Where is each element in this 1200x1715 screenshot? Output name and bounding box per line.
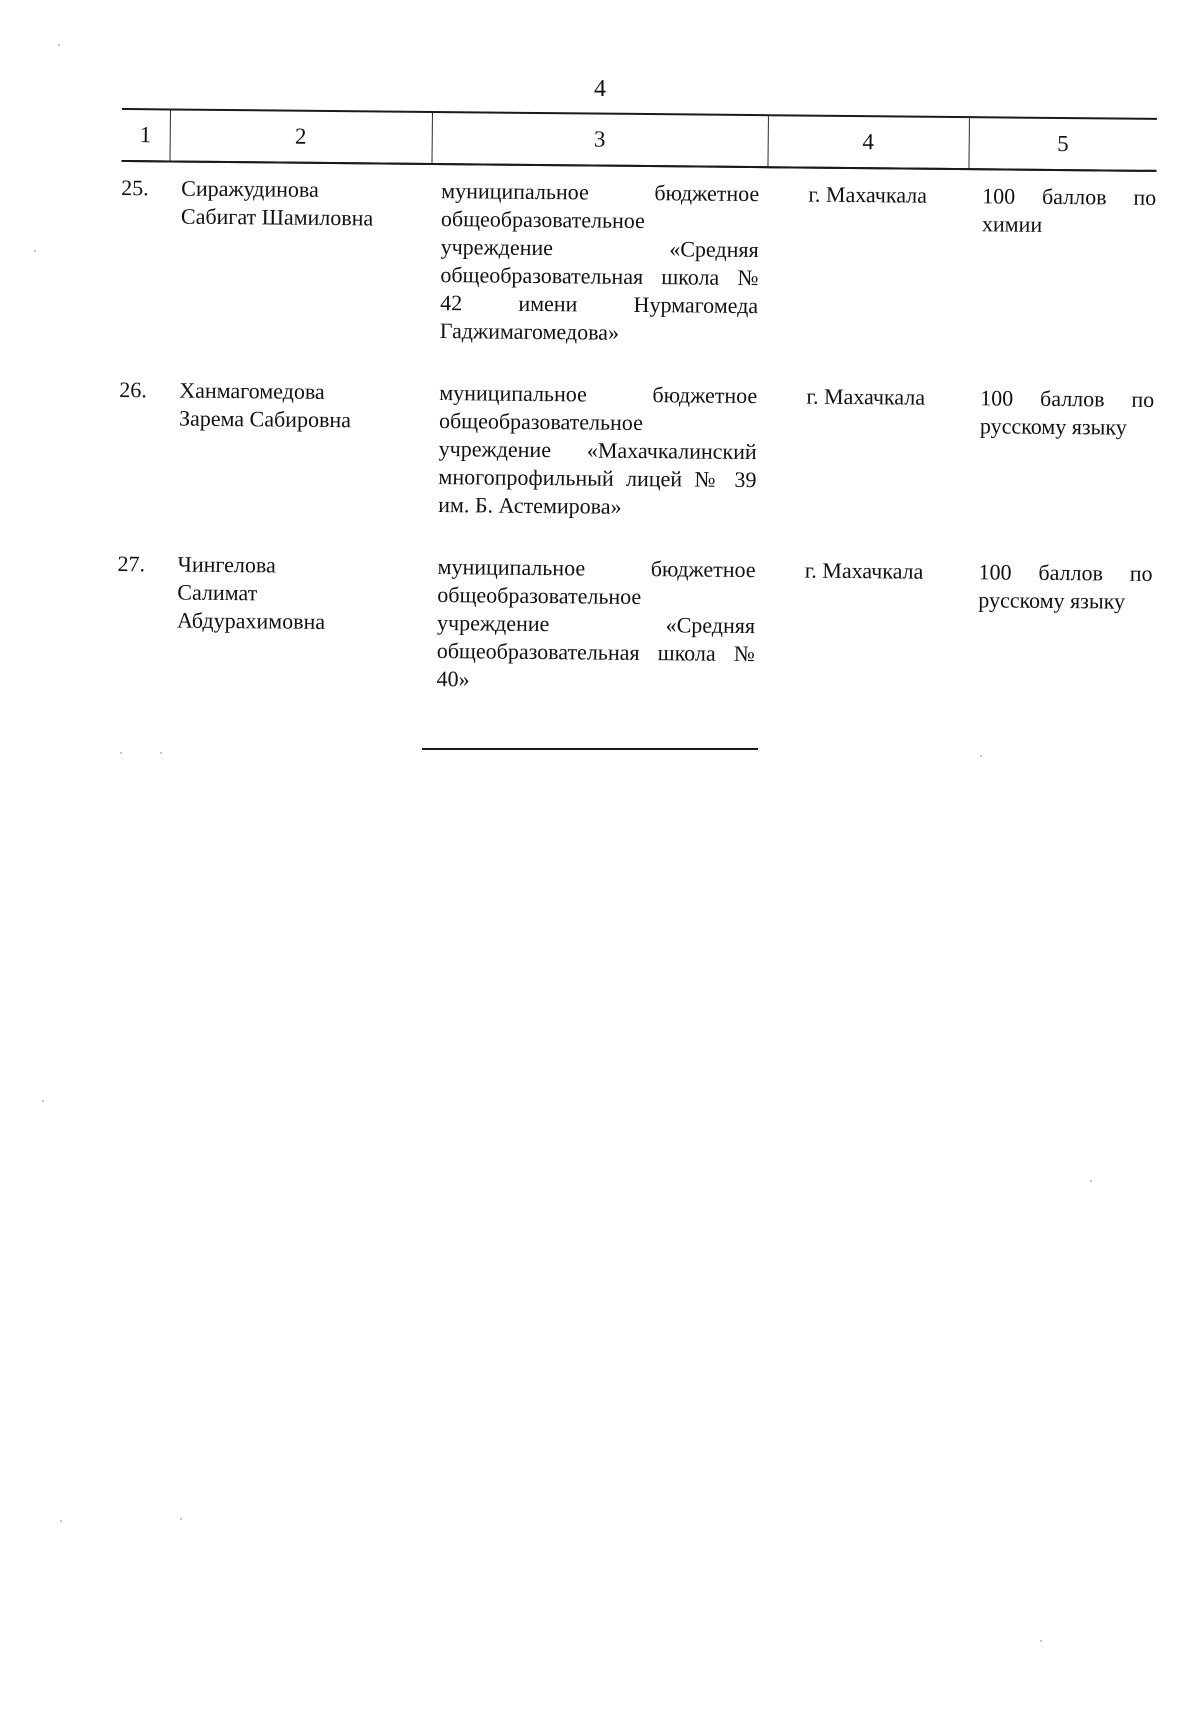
table-row — [120, 161, 1157, 374]
closing-rule — [422, 748, 758, 750]
header-col-1: 1 — [121, 109, 169, 161]
exam-result: 100 баллов по русскому языку — [979, 385, 1155, 440]
exam-result: 100 баллов по русскому языку — [978, 559, 1153, 614]
city: г. Махачкала — [806, 383, 926, 410]
organization: муниципальное бюджетное общеобразовательное учреждение «Средняя общеобразовательная школа № 40» — [436, 554, 756, 692]
scan-speck — [980, 755, 982, 757]
scan-speck — [1040, 1640, 1042, 1642]
scan-speck — [42, 1100, 44, 1102]
header-col-5: 5 — [968, 117, 1156, 171]
organization: муниципальное бюджетное общеобразовательное учреждение «Средняя общеобразовательная школа № 42 имени Нурмагомеда Гаджимагомедова» — [439, 178, 760, 345]
city: г. Махачкала — [804, 557, 924, 584]
city: г. Махачкала — [808, 181, 928, 208]
given-names: Сабигат Шамиловна — [180, 203, 374, 231]
awardees-table-wrapper — [116, 108, 1157, 722]
awardees-table — [116, 108, 1157, 722]
person-name — [168, 161, 432, 367]
patronymic: Абдурахимовна — [176, 607, 326, 634]
table-row — [118, 364, 1155, 548]
row-number: 26. — [119, 376, 147, 403]
surname: Ханмагомедова — [179, 377, 325, 404]
header-col-3: 3 — [431, 112, 767, 167]
table-row — [116, 538, 1153, 722]
given-names: Зарема Сабировна — [178, 405, 352, 433]
row-number: 27. — [117, 550, 146, 577]
scan-speck — [180, 1518, 182, 1520]
exam-result: 100 баллов по химии — [981, 183, 1157, 237]
scan-speck — [60, 1520, 62, 1522]
header-col-2: 2 — [169, 109, 431, 164]
scan-speck — [1090, 1180, 1092, 1182]
surname: Чингелова — [177, 551, 276, 578]
organization: муниципальное бюджетное общеобразовательное учреждение «Махачкалинский многопрофильный лицей № 39 им. Б. Астемирова» — [438, 380, 758, 519]
first-name: Салимат — [177, 579, 258, 606]
person-name — [166, 364, 430, 541]
scan-speck — [120, 752, 122, 754]
surname: Сиражудинова — [181, 175, 319, 202]
scan-speck — [58, 44, 60, 46]
page-number: 4 — [594, 76, 606, 102]
scan-speck — [160, 752, 162, 754]
scan-speck — [34, 250, 36, 252]
row-number: 25. — [121, 174, 149, 201]
person-name — [164, 538, 428, 715]
header-col-4: 4 — [767, 115, 968, 169]
